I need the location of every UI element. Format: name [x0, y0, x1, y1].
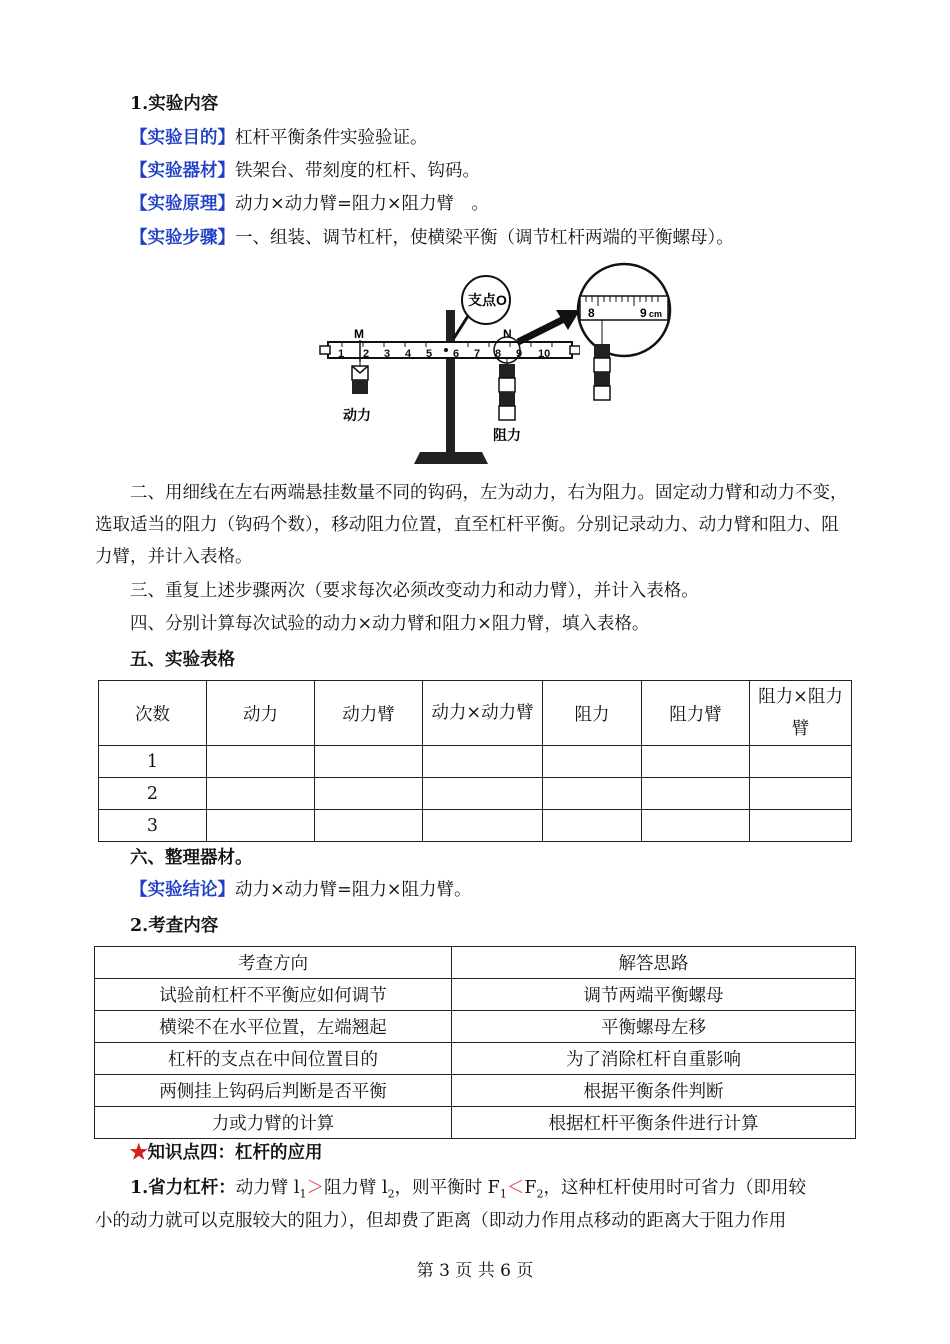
scale-number: 5: [426, 348, 433, 360]
greater-than-sign: ＞: [306, 1178, 324, 1198]
zoom-arrow-shaft: [518, 318, 566, 342]
section-title: 2.考查内容: [130, 916, 219, 936]
table-cell: 横梁不在水平位置，左端翘起: [95, 1011, 452, 1043]
lever-type-line-2: 小的动力就可以克服较大的阻力），但却费了距离（即动力作用点移动的距离大于阻力作用: [95, 1211, 787, 1231]
lever-text: 阻力臂 l: [323, 1178, 388, 1198]
table-cell: 试验前杠杆不平衡应如何调节: [95, 979, 452, 1011]
table-row: [99, 778, 852, 810]
subscript: 2: [536, 1187, 544, 1201]
header-cell: 解答思路: [452, 947, 856, 979]
step-six: 六、整理器材。: [130, 848, 253, 868]
header-cell: 次数: [99, 681, 207, 746]
lever-type-line-1: [130, 1176, 806, 1207]
lever-text: ，这种杠杆使用时可省力（即用较: [543, 1178, 806, 1198]
table-cell: 两侧挂上钩码后判断是否平衡: [95, 1075, 452, 1107]
item-equipment: [130, 159, 480, 183]
item-tag: 【实验目的】: [130, 128, 235, 148]
scale-number: 1: [338, 348, 345, 360]
less-than-sign: ＜: [506, 1178, 525, 1198]
fulcrum-label: 支点O: [468, 292, 507, 308]
table-row: [95, 1043, 856, 1075]
item-text: 动力×动力臂=阻力×阻力臂 。: [235, 194, 489, 214]
item-text: 杠杆平衡条件实验验证。: [235, 128, 428, 148]
item-tag: 【实验原理】: [130, 194, 235, 214]
scale-number: 4: [405, 348, 412, 360]
table-cell: 为了消除杠杆自重影响: [452, 1043, 856, 1075]
effort-label: 动力: [343, 407, 371, 423]
experiment-table: [98, 680, 852, 842]
point-m-label: M: [354, 327, 364, 341]
row-index-cell: 3: [99, 810, 207, 842]
header-cell: 动力: [207, 681, 315, 746]
step-two: 二、用细线在左右两端悬挂数量不同的钩码，左为动力，右为阻力。固定动力臂和动力不变，选取适当的阻力（钩码个数），移动阻力位置，直至杠杆平衡。分别记录动力、动力臂和阻力、阻力臂，并计入表格。: [95, 483, 848, 567]
scale-number: 3: [384, 348, 391, 360]
header-cell: 动力×动力臂: [423, 681, 543, 746]
item-purpose: [130, 126, 428, 150]
table-row: [95, 1075, 856, 1107]
fulcrum-pointer: [454, 316, 468, 338]
table-cell: 平衡螺母左移: [452, 1011, 856, 1043]
pivot-dot: [444, 348, 448, 352]
item-tag: 【实验器材】: [130, 161, 235, 181]
header-cell: 阻力×阻力臂: [750, 681, 852, 746]
table-title: 五、实验表格: [130, 650, 235, 670]
subscript: 1: [499, 1187, 507, 1201]
subscript: 2: [387, 1187, 395, 1201]
table-cell: 力或力臂的计算: [95, 1107, 452, 1139]
step-four: 四、分别计算每次试验的动力×动力臂和阻力×阻力臂，填入表格。: [130, 614, 650, 634]
conclusion-text: 动力×动力臂=阻力×阻力臂。: [235, 880, 472, 900]
item-tag: 【实验步骤】: [130, 228, 235, 248]
header-cell: 阻力: [543, 681, 642, 746]
scale-number: 8: [495, 348, 502, 360]
scale-number: 10: [538, 348, 551, 360]
row-index-cell: 2: [99, 778, 207, 810]
table-header-row: [95, 947, 856, 979]
table-cell: 根据平衡条件判断: [452, 1075, 856, 1107]
stand-pole: [446, 310, 455, 460]
item-principle: [130, 192, 489, 216]
step-three: 三、重复上述步骤两次（要求每次必须改变动力和动力臂），并计入表格。: [130, 581, 699, 601]
resistance-label: 阻力: [493, 427, 521, 443]
table-row: [99, 810, 852, 842]
balance-nut-left: [320, 346, 330, 354]
table-row: [95, 979, 856, 1011]
resistance-weights: [499, 358, 515, 420]
lever-figure: [318, 262, 580, 472]
header-cell: 考查方向: [95, 947, 452, 979]
lever-type-title: 1.省力杠杆：: [130, 1178, 236, 1198]
table-header-row: [99, 681, 852, 746]
lever-text: 动力臂 l: [235, 1178, 300, 1198]
item-text: 铁架台、带刻度的杠杆、钩码。: [235, 161, 480, 181]
zoom-number: 9: [640, 306, 647, 320]
scale-number: 2: [363, 348, 370, 360]
knowledge-point-title: [130, 1141, 323, 1165]
table-cell: 杠杆的支点在中间位置目的: [95, 1043, 452, 1075]
table-row: [99, 746, 852, 778]
scale-number: 7: [474, 348, 481, 360]
table-row: [95, 1011, 856, 1043]
stand-base: [414, 452, 488, 464]
table-cell: 调节两端平衡螺母: [452, 979, 856, 1011]
lever-text: ，则平衡时 F: [394, 1178, 500, 1198]
zoom-number: 8: [588, 306, 595, 320]
row-index-cell: 1: [99, 746, 207, 778]
subscript: 1: [299, 1187, 307, 1201]
table-cell: 根据杠杆平衡条件进行计算: [452, 1107, 856, 1139]
star-icon: ★: [130, 1143, 148, 1163]
point-n-label: N: [503, 327, 512, 341]
item-steps: [130, 226, 734, 250]
header-cell: 阻力臂: [642, 681, 750, 746]
page-footer: 第 3 页 共 6 页: [416, 1261, 534, 1281]
zoom-detail: [574, 262, 684, 407]
scale-number: 6: [453, 348, 460, 360]
table-row: [95, 1107, 856, 1139]
conclusion: [130, 878, 472, 902]
section-title: 1.实验内容: [130, 94, 219, 114]
exam-table: [94, 946, 856, 1139]
header-cell: 动力臂: [315, 681, 423, 746]
lever-text: F: [524, 1178, 537, 1198]
conclusion-tag: 【实验结论】: [130, 880, 235, 900]
knowledge-point-text: 知识点四：杠杆的应用: [147, 1143, 323, 1163]
effort-weights: [352, 358, 368, 394]
scale-number: 9: [516, 348, 523, 360]
item-text: 一、组装、调节杠杆，使横梁平衡（调节杠杆两端的平衡螺母）。: [235, 228, 734, 248]
zoom-unit: cm: [649, 309, 663, 319]
